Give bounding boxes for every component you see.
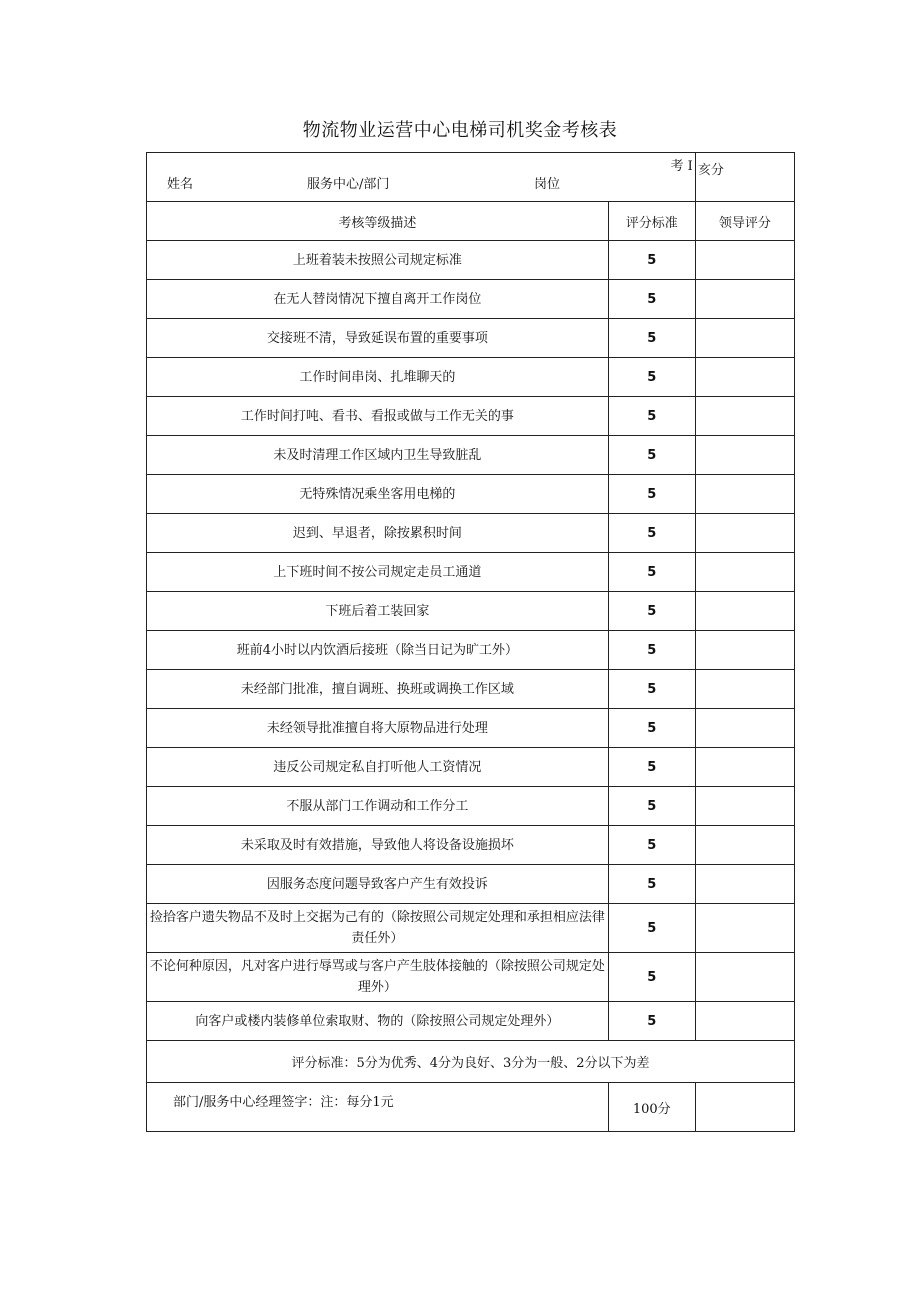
row-standard-score: 5	[608, 670, 695, 709]
row-description: 不论何种原因，凡对客户进行辱骂或与客户产生肢体接触的（除按照公司规定处理外）	[147, 953, 609, 1002]
table-row	[147, 280, 795, 319]
row-leader-score[interactable]	[695, 319, 794, 358]
row-standard-score: 5	[608, 953, 695, 1002]
row-standard-score: 5	[608, 748, 695, 787]
table-row	[147, 826, 795, 865]
row-description: 未经领导批准擅自将大原物品进行处理	[147, 709, 609, 748]
row-standard-score: 5	[608, 553, 695, 592]
table-row	[147, 241, 795, 280]
dept-label: 服务中心/部门	[307, 177, 390, 192]
row-standard-score: 5	[608, 1002, 695, 1041]
row-description: 工作时间打吨、看书、看报或做与工作无关的事	[147, 397, 609, 436]
row-description: 未经部门批准，擅自调班、换班或调换工作区域	[147, 670, 609, 709]
row-leader-score[interactable]	[695, 670, 794, 709]
post-label: 岗位	[534, 177, 561, 192]
standard-note: 评分标准：5分为优秀、4分为良好、3分为一般、2分以下为差	[147, 1041, 795, 1083]
row-standard-score: 5	[608, 709, 695, 748]
sign-cell	[147, 1083, 609, 1132]
row-description: 工作时间串岗、扎堆聊天的	[147, 358, 609, 397]
table-row	[147, 553, 795, 592]
row-standard-score: 5	[608, 319, 695, 358]
row-description: 未及时清理工作区域内卫生导致脏乱	[147, 436, 609, 475]
row-leader-score[interactable]	[695, 787, 794, 826]
name-label: 姓名	[167, 177, 194, 192]
table-row	[147, 670, 795, 709]
table-row	[147, 748, 795, 787]
row-description: 不服从部门工作调动和工作分工	[147, 787, 609, 826]
row-leader-score[interactable]	[695, 748, 794, 787]
col-desc-header: 考核等级描述	[147, 202, 609, 241]
row-leader-score[interactable]	[695, 436, 794, 475]
row-leader-score[interactable]	[695, 475, 794, 514]
table-row	[147, 904, 795, 953]
row-leader-score[interactable]	[695, 553, 794, 592]
exam-score-cell	[695, 153, 794, 202]
row-description: 向客户或楼内装修单位索取财、物的（除按照公司规定处理外）	[147, 1002, 609, 1041]
row-standard-score: 5	[608, 475, 695, 514]
row-leader-score[interactable]	[695, 631, 794, 670]
rows-body	[147, 241, 795, 1041]
table-row	[147, 475, 795, 514]
row-leader-score[interactable]	[695, 241, 794, 280]
table-row	[147, 592, 795, 631]
row-standard-score: 5	[608, 865, 695, 904]
table-row	[147, 865, 795, 904]
row-description: 下班后着工装回家	[147, 592, 609, 631]
row-description: 在无人替岗情况下擅自离开工作岗位	[147, 280, 609, 319]
table-row	[147, 709, 795, 748]
row-description: 迟到、早退者，除按累积时间	[147, 514, 609, 553]
column-header-row	[147, 202, 795, 241]
table-row	[147, 787, 795, 826]
info-cell	[147, 153, 696, 202]
row-standard-score: 5	[608, 631, 695, 670]
row-standard-score: 5	[608, 592, 695, 631]
table-row	[147, 631, 795, 670]
table-row	[147, 514, 795, 553]
row-leader-score[interactable]	[695, 865, 794, 904]
page-title: 物流物业运营中心电梯司机奖金考核表	[302, 120, 618, 141]
row-standard-score: 5	[608, 397, 695, 436]
row-leader-score[interactable]	[695, 397, 794, 436]
table-row	[147, 436, 795, 475]
total-leader-cell[interactable]	[695, 1083, 794, 1132]
sign-note: 部门/服务中心经理签字：注：每分1元	[173, 1095, 394, 1110]
row-description: 因服务态度问题导致客户产生有效投诉	[147, 865, 609, 904]
table-row	[147, 358, 795, 397]
row-standard-score: 5	[608, 436, 695, 475]
table-row	[147, 319, 795, 358]
row-leader-score[interactable]	[695, 1002, 794, 1041]
col-leader-header: 领导评分	[695, 202, 794, 241]
total-score: 100分	[608, 1083, 695, 1132]
row-description: 上下班时间不按公司规定走员工通道	[147, 553, 609, 592]
col-standard-header: 评分标准	[608, 202, 695, 241]
table-row	[147, 397, 795, 436]
row-standard-score: 5	[608, 787, 695, 826]
row-standard-score: 5	[608, 358, 695, 397]
row-leader-score[interactable]	[695, 280, 794, 319]
row-description: 无特殊情况乘坐客用电梯的	[147, 475, 609, 514]
table-row	[147, 953, 795, 1002]
row-description: 交接班不清，导致延误布置的重要事项	[147, 319, 609, 358]
row-standard-score: 5	[608, 514, 695, 553]
row-leader-score[interactable]	[695, 953, 794, 1002]
row-description: 上班着装未按照公司规定标准	[147, 241, 609, 280]
table-row	[147, 1002, 795, 1041]
info-row	[147, 153, 795, 202]
row-leader-score[interactable]	[695, 709, 794, 748]
row-standard-score: 5	[608, 280, 695, 319]
row-standard-score: 5	[608, 904, 695, 953]
row-description: 捡拾客户遗失物品不及时上交据为己有的（除按照公司规定处理和承担相应法律责任外）	[147, 904, 609, 953]
row-leader-score[interactable]	[695, 514, 794, 553]
row-leader-score[interactable]	[695, 358, 794, 397]
exam-label-b: 亥分	[697, 163, 724, 178]
row-standard-score: 5	[608, 241, 695, 280]
row-standard-score: 5	[608, 826, 695, 865]
row-description: 违反公司规定私自打听他人工资情况	[147, 748, 609, 787]
row-description: 未采取及时有效措施，导致他人将设备设施损坏	[147, 826, 609, 865]
assessment-table	[146, 152, 795, 1132]
row-leader-score[interactable]	[695, 904, 794, 953]
row-description: 班前4小时以内饮酒后接班（除当日记为旷工外）	[147, 631, 609, 670]
exam-label-a: 考 I	[670, 159, 693, 174]
standard-note-row	[147, 1041, 795, 1083]
row-leader-score[interactable]	[695, 592, 794, 631]
row-leader-score[interactable]	[695, 826, 794, 865]
sign-row	[147, 1083, 795, 1132]
